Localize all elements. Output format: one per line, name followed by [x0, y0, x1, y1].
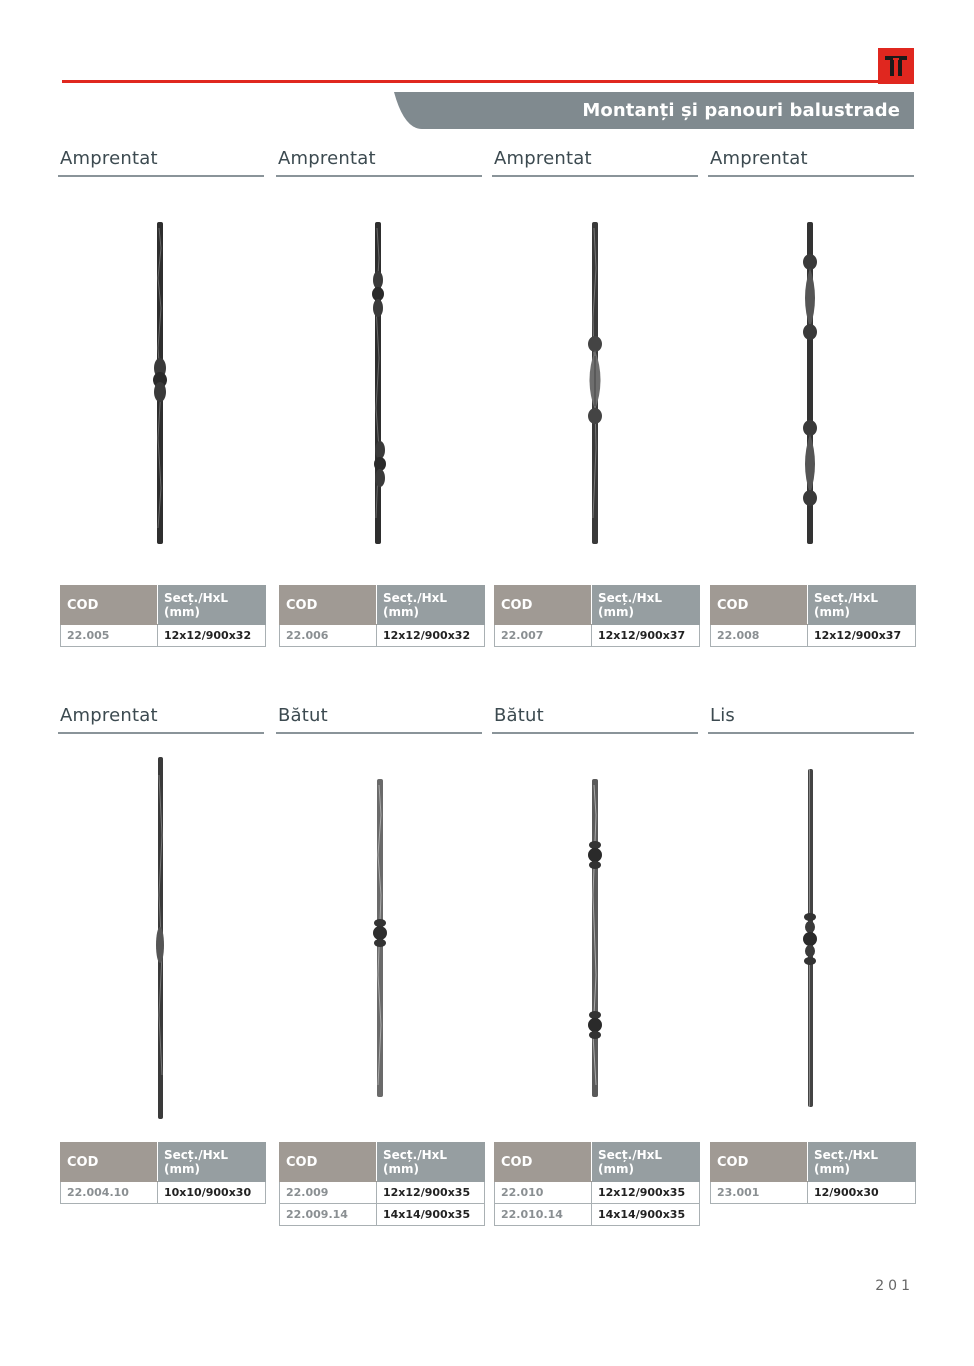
product-title: Amprentat — [492, 148, 698, 177]
product-code: 22.005 — [61, 625, 158, 647]
section-header: Secț./HxL (mm) — [592, 586, 700, 625]
product-code: 22.004.10 — [61, 1182, 158, 1204]
spec-table — [60, 1142, 266, 1204]
baluster-double-leaf-icon — [708, 218, 914, 552]
spec-table — [60, 585, 266, 647]
header-red-line — [62, 80, 880, 83]
section-header: Secț./HxL (mm) — [158, 1143, 266, 1182]
baluster-plain-twist-icon — [58, 755, 264, 1129]
product-code: 22.006 — [280, 625, 377, 647]
product-dimensions: 12x12/900x32 — [158, 625, 266, 647]
product-dimensions: 14x14/900x35 — [377, 1204, 485, 1226]
cod-header: COD — [711, 586, 808, 625]
product-card — [276, 705, 482, 734]
page-number: 201 — [875, 1278, 914, 1294]
product-dimensions: 12x12/900x35 — [377, 1182, 485, 1204]
table-row — [61, 1182, 266, 1204]
section-header: Secț./HxL (mm) — [377, 586, 485, 625]
section-banner — [394, 92, 914, 129]
table-row — [495, 625, 700, 647]
product-dimensions: 12x12/900x32 — [377, 625, 485, 647]
spec-table — [710, 585, 916, 647]
cod-header: COD — [495, 586, 592, 625]
product-dimensions: 12/900x30 — [808, 1182, 916, 1204]
product-dimensions: 12x12/900x37 — [592, 625, 700, 647]
section-header: Secț./HxL (mm) — [377, 1143, 485, 1182]
spec-table — [494, 1142, 700, 1226]
section-header: Secț./HxL (mm) — [808, 1143, 916, 1182]
section-header: Secț./HxL (mm) — [592, 1143, 700, 1182]
product-title: Amprentat — [58, 148, 264, 177]
product-card — [708, 148, 914, 177]
product-card — [492, 705, 698, 734]
product-code: 22.008 — [711, 625, 808, 647]
product-code: 23.001 — [711, 1182, 808, 1204]
table-row — [280, 625, 485, 647]
table-row — [280, 1182, 485, 1204]
baluster-double-ball-icon — [492, 775, 698, 1109]
product-dimensions: 14x14/900x35 — [592, 1204, 700, 1226]
product-title: Bătut — [492, 705, 698, 734]
product-dimensions: 12x12/900x37 — [808, 625, 916, 647]
product-code: 22.010 — [495, 1182, 592, 1204]
product-title: Bătut — [276, 705, 482, 734]
cod-header: COD — [711, 1143, 808, 1182]
baluster-double-knot-icon — [276, 218, 482, 552]
table-row — [495, 1204, 700, 1226]
product-card — [276, 148, 482, 177]
baluster-leaf-icon — [492, 218, 698, 552]
spec-table — [710, 1142, 916, 1204]
product-card — [492, 148, 698, 177]
baluster-single-ball-icon — [276, 775, 482, 1109]
cod-header: COD — [61, 586, 158, 625]
product-code: 22.010.14 — [495, 1204, 592, 1226]
cod-header: COD — [61, 1143, 158, 1182]
product-dimensions: 12x12/900x35 — [592, 1182, 700, 1204]
product-code: 22.007 — [495, 625, 592, 647]
table-row — [280, 1204, 485, 1226]
product-dimensions: 10x10/900x30 — [158, 1182, 266, 1204]
baluster-single-knot-icon — [58, 218, 264, 552]
product-title: Amprentat — [58, 705, 264, 734]
product-card — [58, 705, 264, 734]
spec-table — [279, 585, 485, 647]
section-header: Secț./HxL (mm) — [158, 586, 266, 625]
product-title: Lis — [708, 705, 914, 734]
cod-header: COD — [495, 1143, 592, 1182]
product-title: Amprentat — [276, 148, 482, 177]
table-row — [711, 625, 916, 647]
table-row — [495, 1182, 700, 1204]
baluster-smooth-ring-icon — [708, 765, 914, 1119]
product-title: Amprentat — [708, 148, 914, 177]
section-title: Montanți și panouri balustrade — [582, 100, 900, 121]
cod-header: COD — [280, 1143, 377, 1182]
section-header: Secț./HxL (mm) — [808, 586, 916, 625]
product-code: 22.009 — [280, 1182, 377, 1204]
table-row — [711, 1182, 916, 1204]
table-row — [61, 625, 266, 647]
cod-header: COD — [280, 586, 377, 625]
brand-logo-icon — [878, 48, 914, 84]
spec-table — [279, 1142, 485, 1226]
product-code: 22.009.14 — [280, 1204, 377, 1226]
product-card — [58, 148, 264, 177]
product-card — [708, 705, 914, 734]
spec-table — [494, 585, 700, 647]
